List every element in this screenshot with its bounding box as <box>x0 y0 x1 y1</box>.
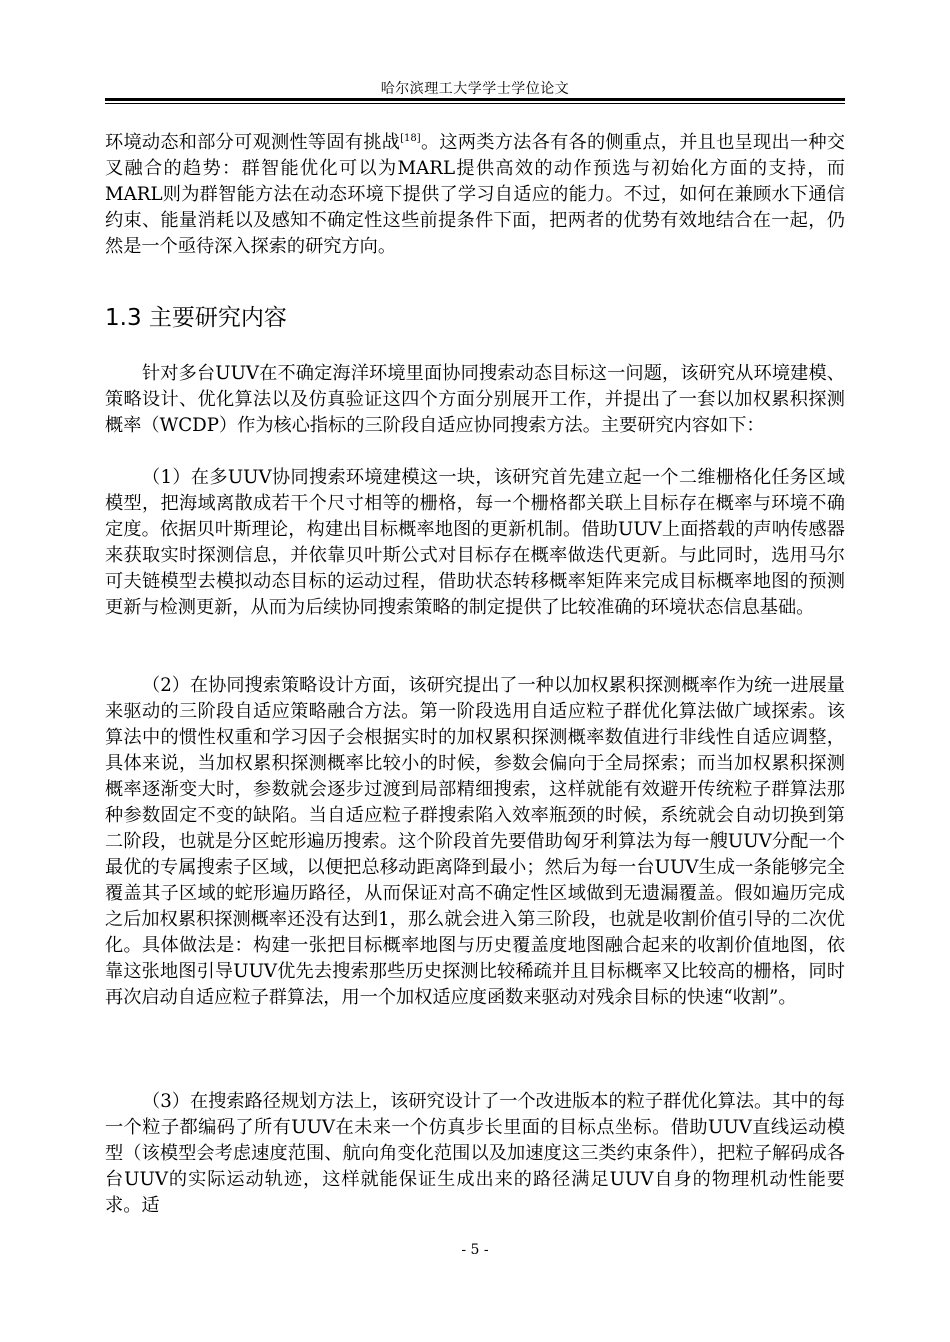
content-item-2: （2）在协同搜索策略设计方面，该研究提出了一种以加权累积探测概率作为统一进展量来驱动的三阶段自适应策略融合方法。第一阶段选用自适应粒子群优化算法做广域探索。该算法中的惯性权重和学习因子会根据实时的加权累积探测概率数值进行非线性自适应调整，具体来说，当加权累积探测概率比较小的时候，参数会偏向于全局探索；而当加权累积探测概率逐渐变大时，参数就会逐步过渡到局部精细搜索，这样就能有效避开传统粒子群算法那种参数固定不变的缺陷。当自适应粒子群搜索陷入效率瓶颈的时候，系统就会自动切换到第二阶段，也就是分区蛇形遍历搜索。这个阶段首先要借助匈牙利算法为每一艘UUV分配一个最优的专属搜索子区域，以便把总移动距离降到最小；然后为每一台UUV生成一条能够完全覆盖其子区域的蛇形遍历路径，从而保证对高不确定性区域做到无遗漏覆盖。假如遍历完成之后加权累积探测概率还没有达到1，那么就会进入第三阶段，也就是收割价值引导的二次优化。具体做法是：构建一张把目标概率地图与历史覆盖度地图融合起来的收割价值地图，依靠这张地图引导UUV优先去搜索那些历史探测比较稀疏并且目标概率又比较高的栅格，同时再次启动自适应粒子群算法，用一个加权适应度函数来驱动对残余目标的快速“收割”。 <box>105 675 845 1008</box>
continuation-text-before: 环境动态和部分可观测性等固有挑战 <box>105 132 401 153</box>
running-header: 哈尔滨理工大学学士学位论文 <box>380 81 570 97</box>
header-rule-thick <box>105 98 845 101</box>
content-item-3: （3）在搜索路径规划方法上，该研究设计了一个改进版本的粒子群优化算法。其中的每一个粒子都编码了所有UUV在未来一个仿真步长里面的目标点坐标。借助UUV直线运动模型（该模型会考虑速度范围、航向角变化范围以及加速度这三类约束条件），把粒子解码成各台UUV的实际运动轨迹，这样就能保证生成出来的路径满足UUV自身的物理机动性能要求。适 <box>105 1091 845 1216</box>
continuation-paragraph <box>105 130 845 260</box>
header-rule-thin <box>105 103 845 104</box>
page-number: - 5 - <box>461 1242 489 1258</box>
content-item-1: （1）在多UUV协同搜索环境建模这一块，该研究首先建立起一个二维栅格化任务区域模型，把海域离散成若干个尺寸相等的栅格，每一个栅格都关联上目标存在概率与环境不确定度。依据贝叶斯理论，构建出目标概率地图的更新机制。借助UUV上面搭载的声呐传感器来获取实时探测信息，并依靠贝叶斯公式对目标存在概率做迭代更新。与此同时，选用马尔可夫链模型去模拟动态目标的运动过程，借助状态转移概率矩阵来完成目标概率地图的预测更新与检测更新，从而为后续协同搜索策略的制定提供了比较准确的环境状态信息基础。 <box>105 467 845 618</box>
intro-paragraph: 针对多台UUV在不确定海洋环境里面协同搜索动态目标这一问题，该研究从环境建模、策略设计、优化算法以及仿真验证这四个方面分别展开工作，并提出了一套以加权累积探测概率（WCDP）作为核心指标的三阶段自适应协同搜索方法。主要研究内容如下： <box>105 363 845 436</box>
continuation-text-after: 。这两类方法各有各的侧重点，并且也呈现出一种交叉融合的趋势：群智能优化可以为MARL提供高效的动作预选与初始化方面的支持，而MARL则为群智能方法在动态环境下提供了学习自适应的能力。不过，如何在兼顾水下通信约束、能量消耗以及感知不确定性这些前提条件下面，把两者的优势有效地结合在一起，仍然是一个亟待深入探索的研究方向。 <box>105 132 845 257</box>
citation-superscript: [18] <box>400 132 421 144</box>
section-heading: 1.3 主要研究内容 <box>105 305 287 331</box>
